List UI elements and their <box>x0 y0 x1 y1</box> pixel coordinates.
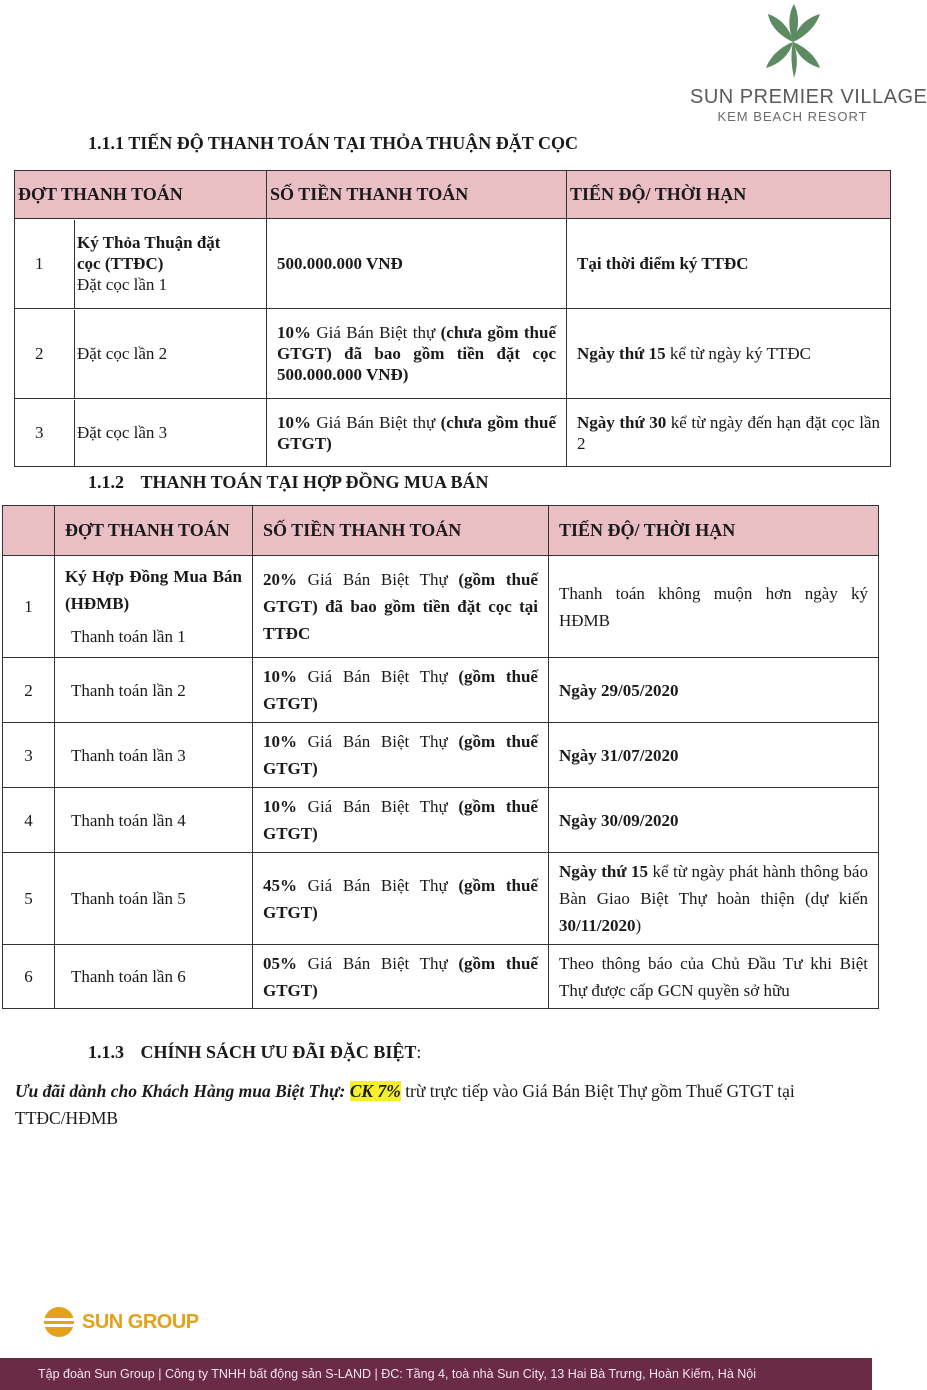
stage-sub: Đặt cọc lần 1 <box>77 275 168 294</box>
amount-text: Giá Bán Biệt Thự <box>297 797 459 816</box>
col-header-amount: SỐ TIỀN THANH TOÁN <box>267 171 567 219</box>
amount-note: (gồm thuế GTGT) <box>263 953 538 1000</box>
stage-sub: Thanh toán lần 1 <box>71 627 186 646</box>
row-number: 4 <box>3 788 55 853</box>
amount-text: Giá Bán Biệt Thự <box>297 570 459 589</box>
row-number: 2 <box>3 658 55 723</box>
amount-percent: 10% <box>263 732 297 751</box>
brand-name: SUN PREMIER VILLAGE <box>690 86 927 108</box>
amount-percent: 10% <box>263 667 297 686</box>
stage-name: Thanh toán lần 3 <box>55 723 253 788</box>
row-number: 1 <box>3 556 55 658</box>
amount-cell <box>253 556 549 658</box>
amount-cell <box>253 788 549 853</box>
row-number: 2 <box>15 310 75 398</box>
timeline-cell: Tại thời điểm ký TTĐC <box>567 219 891 309</box>
amount-note: (gồm thuế GTGT) <box>263 732 538 778</box>
table-row <box>3 945 879 1009</box>
timeline-cell: Ngày 31/07/2020 <box>549 723 879 788</box>
amount-cell <box>253 945 549 1009</box>
table-header-row <box>3 506 879 556</box>
timeline-end: ) <box>635 916 642 935</box>
timeline-text: kể từ ngày ký TTĐC <box>665 344 811 363</box>
col-header-stage: ĐỢT THANH TOÁN <box>55 506 253 556</box>
amount-text: Giá Bán Biệt thự <box>311 323 441 342</box>
amount-note: (chưa gồm thuế GTGT) đã bao gồm tiền đặt cọc 500.000.000 VNĐ) <box>277 323 557 384</box>
promo-rest: trừ trực tiếp vào Giá Bán Biệt Thự gồm Thuế GTGT tại TTĐC/HĐMB <box>15 1081 795 1128</box>
stage-cell <box>55 556 253 658</box>
flower-leaf-icon <box>758 0 828 84</box>
timeline-text: kể từ ngày đến hạn đặt cọc lần 2 <box>577 412 880 453</box>
brand-logo <box>690 0 927 130</box>
stage-name: Ký Thỏa Thuận đặt cọc (TTĐC) <box>77 233 221 273</box>
table-row <box>3 556 879 658</box>
stage-name: Đặt cọc lần 2 <box>77 344 168 363</box>
table-row <box>3 723 879 788</box>
sun-icon <box>40 1302 78 1342</box>
section-title: THANH TOÁN TẠI HỢP ĐỒNG MUA BÁN <box>140 472 489 492</box>
amount-text: Giá Bán Biệt Thự <box>297 953 459 973</box>
stage-name: Thanh toán lần 5 <box>55 853 253 945</box>
timeline-day: Ngày thứ 15 <box>559 862 649 881</box>
amount-cell <box>253 853 549 945</box>
deposit-payment-table <box>14 170 891 467</box>
brand-subtitle: KEM BEACH RESORT <box>717 109 868 124</box>
stage-cell <box>15 309 267 399</box>
timeline-day: Ngày thứ 15 <box>577 344 666 363</box>
amount-text: Giá Bán Biệt Thự <box>297 667 459 686</box>
col-header-timeline: TIẾN ĐỘ/ THỜI HẠN <box>567 171 891 219</box>
section-title: CHÍNH SÁCH ƯU ĐÃI ĐẶC BIỆT <box>140 1042 417 1062</box>
stage-name: Ký Hợp Đồng Mua Bán (HĐMB) <box>65 567 242 613</box>
section-heading-deposit <box>88 133 578 154</box>
table-row <box>3 788 879 853</box>
sun-group-logo-text: SUN GROUP <box>82 1310 199 1333</box>
col-header-stage: ĐỢT THANH TOÁN <box>15 171 267 219</box>
table-row <box>15 309 891 399</box>
amount-note: (gồm thuế GTGT) đã bao gồm tiền đặt cọc tại TTĐC <box>263 570 538 643</box>
timeline-cell: Ngày 29/05/2020 <box>549 658 879 723</box>
amount-percent: 45% <box>263 875 297 895</box>
amount-text: Giá Bán Biệt Thự <box>297 875 459 895</box>
amount-percent: 20% <box>263 570 297 589</box>
amount-percent: 10% <box>263 797 297 816</box>
col-header-timeline: TIẾN ĐỘ/ THỜI HẠN <box>549 506 879 556</box>
stage-cell <box>15 399 267 467</box>
timeline-text: kể từ ngày phát hành thông báo Bàn Giao Biệt Thự hoàn thiện (dự kiến <box>559 862 868 908</box>
table-row <box>15 219 891 309</box>
amount-cell <box>253 658 549 723</box>
amount-cell: 500.000.000 VNĐ <box>267 219 567 309</box>
table-row <box>15 399 891 467</box>
amount-text: Giá Bán Biệt Thự <box>297 732 459 751</box>
table-header-row <box>15 171 891 219</box>
section-colon: : <box>416 1042 422 1062</box>
section-number: 1.1.1 <box>88 133 124 153</box>
section-heading-contract <box>88 472 489 493</box>
amount-cell <box>267 309 567 399</box>
sun-group-logo <box>40 1300 199 1344</box>
amount-text: Giá Bán Biệt thự <box>311 412 441 432</box>
amount-note: (gồm thuế GTGT) <box>263 797 538 843</box>
timeline-cell: Thanh toán không muộn hơn ngày ký HĐMB <box>549 556 879 658</box>
footer-address-bar: Tập đoàn Sun Group | Công ty TNHH bất động sản S-LAND | ĐC: Tầng 4, toà nhà Sun City, 13 Hai Bà Trưng, Hoàn Kiếm, Hà Nội <box>0 1358 872 1390</box>
amount-note: (chưa gồm thuế GTGT) <box>277 412 557 453</box>
table-row <box>3 658 879 723</box>
section-number: 1.1.3 <box>88 1042 124 1062</box>
row-number: 1 <box>15 220 75 308</box>
amount-note: (gồm thuế GTGT) <box>263 875 538 922</box>
amount-percent: 05% <box>263 953 297 973</box>
amount-cell <box>253 723 549 788</box>
section-number: 1.1.2 <box>88 472 124 492</box>
amount-note: (gồm thuế GTGT) <box>263 667 538 713</box>
stage-cell <box>15 219 267 309</box>
promo-discount-highlight: CK 7% <box>349 1081 401 1101</box>
timeline-cell: Theo thông báo của Chủ Đầu Tư khi Biệt Thự được cấp GCN quyền sở hữu <box>549 945 879 1009</box>
timeline-cell <box>549 853 879 945</box>
stage-name: Thanh toán lần 2 <box>55 658 253 723</box>
col-header-amount: SỐ TIỀN THANH TOÁN <box>253 506 549 556</box>
row-number: 6 <box>3 945 55 1009</box>
section-title: TIẾN ĐỘ THANH TOÁN TẠI THỎA THUẬN ĐẶT CỌC <box>128 133 578 153</box>
timeline-cell <box>567 309 891 399</box>
amount-cell <box>267 399 567 467</box>
timeline-cell <box>567 399 891 467</box>
row-number: 3 <box>15 400 75 466</box>
amount-percent: 10% <box>277 412 311 432</box>
timeline-day: Ngày thứ 30 <box>577 412 667 432</box>
row-number: 3 <box>3 723 55 788</box>
row-number: 5 <box>3 853 55 945</box>
col-header-number <box>3 506 55 556</box>
stage-name: Thanh toán lần 4 <box>55 788 253 853</box>
promo-lead: Ưu đãi dành cho Khách Hàng mua Biệt Thự: <box>15 1081 350 1101</box>
promo-text <box>15 1078 875 1132</box>
section-heading-promo <box>88 1042 421 1063</box>
contract-payment-table <box>2 505 879 1009</box>
stage-name: Thanh toán lần 6 <box>55 945 253 1009</box>
timeline-date: 30/11/2020 <box>559 916 636 935</box>
timeline-cell: Ngày 30/09/2020 <box>549 788 879 853</box>
stage-name: Đặt cọc lần 3 <box>77 423 168 442</box>
amount-percent: 10% <box>277 323 311 342</box>
table-row <box>3 853 879 945</box>
